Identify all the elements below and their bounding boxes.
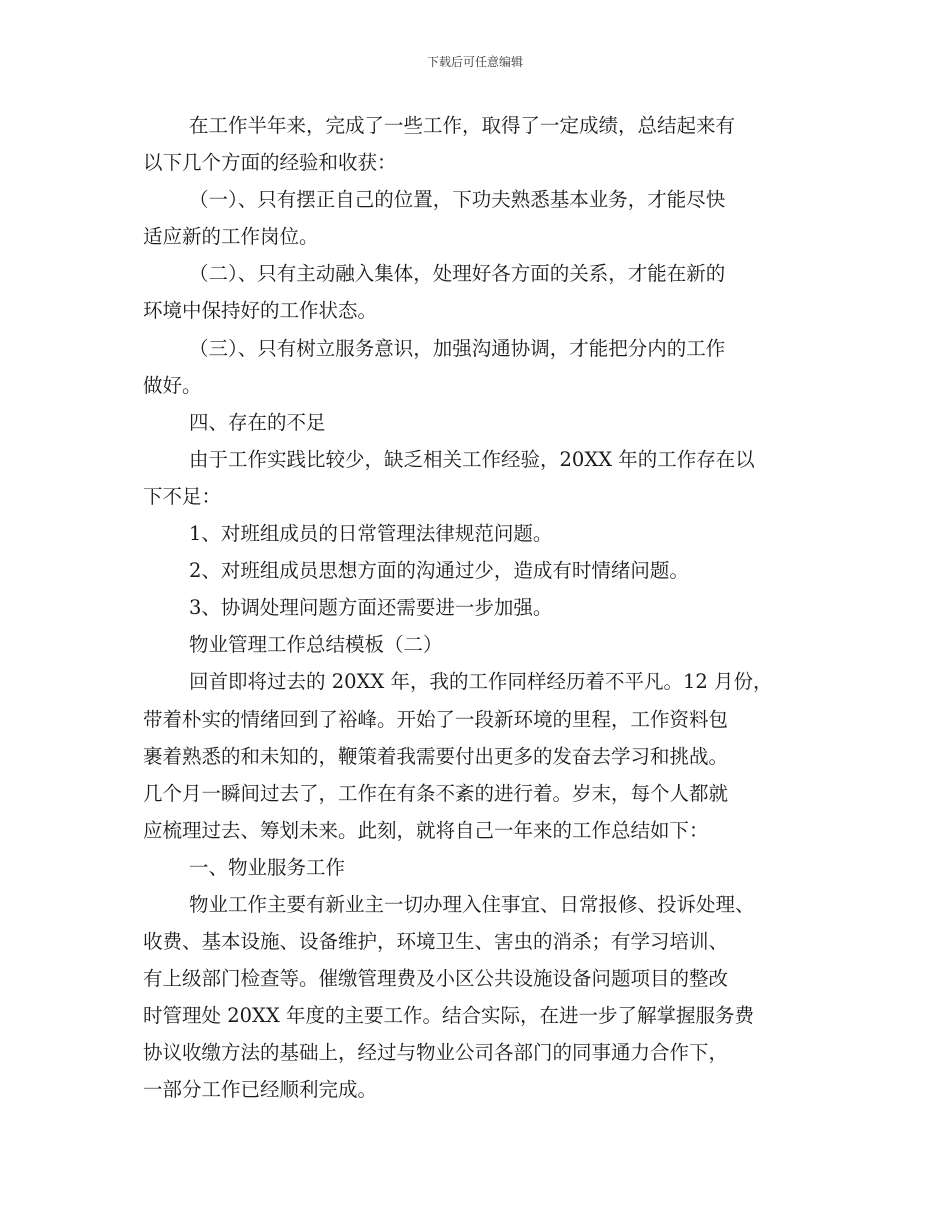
text-line: 四、存在的不足 (189, 410, 326, 434)
text-line: 时管理处 20XX 年度的主要工作。结合实际，在进一步了解掌握服务费 (143, 1004, 754, 1028)
text-line: 以下几个方面的经验和收获： (143, 151, 397, 175)
text-line: 下不足： (143, 484, 222, 508)
text-line: 在工作半年来，完成了一些工作，取得了一定成绩，总结起来有 (189, 114, 736, 137)
text-line: 2、对班组成员思想方面的沟通过少，造成有时情绪问题。 (189, 559, 689, 583)
text-line: 几个月一瞬间过去了，工作在有条不紊的进行着。岁末，每个人都就 (143, 781, 729, 805)
text-line: 有上级部门检查等。催缴管理费及小区公共设施设备问题项目的整改 (143, 967, 729, 991)
text-line: 回首即将过去的 20XX 年，我的工作同样经历着不平凡。12 月份， (189, 670, 773, 694)
text-line: 适应新的工作岗位。 (143, 225, 319, 249)
text-line: 由于工作实践比较少，缺乏相关工作经验，20XX 年的工作存在以 (189, 447, 755, 471)
text-line: 带着朴实的情绪回到了裕峰。开始了一段新环境的里程，工作资料包 (143, 707, 729, 731)
text-line: 物业工作主要有新业主一切办理入住事宜、日常报修、投诉处理、 (189, 892, 755, 916)
text-line: 3、协调处理问题方面还需要进一步加强。 (189, 596, 553, 620)
text-line: （三）、只有树立服务意识，加强沟通协调，才能把分内的工作 (189, 336, 726, 360)
text-line: 物业管理工作总结模板（二） (189, 633, 443, 657)
text-line: 1、对班组成员的日常管理法律规范问题。 (189, 522, 553, 546)
page-header: 下载后可任意编辑 (426, 55, 523, 69)
document-body (143, 107, 813, 1109)
text-line: （二）、只有主动融入集体，处理好各方面的关系，才能在新的 (189, 262, 726, 286)
text-line: 应梳理过去、筹划未来。此刻，就将自己一年来的工作总结如下： (143, 818, 709, 842)
text-line: 协议收缴方法的基础上，经过与物业公司各部门的同事通力合作下， (143, 1041, 729, 1065)
text-line: 环境中保持好的工作状态。 (143, 299, 378, 323)
text-line: 做好。 (143, 373, 202, 397)
text-line: 一部分工作已经顺利完成。 (143, 1078, 378, 1102)
text-line: 一、物业服务工作 (189, 855, 346, 879)
text-line: （一）、只有摆正自己的位置，下功夫熟悉基本业务，才能尽快 (189, 188, 726, 212)
text-line: 裹着熟悉的和未知的，鞭策着我需要付出更多的发奋去学习和挑战。 (143, 744, 729, 768)
text-line: 收费、基本设施、设备维护，环境卫生、害虫的消杀；有学习培训、 (143, 930, 729, 954)
